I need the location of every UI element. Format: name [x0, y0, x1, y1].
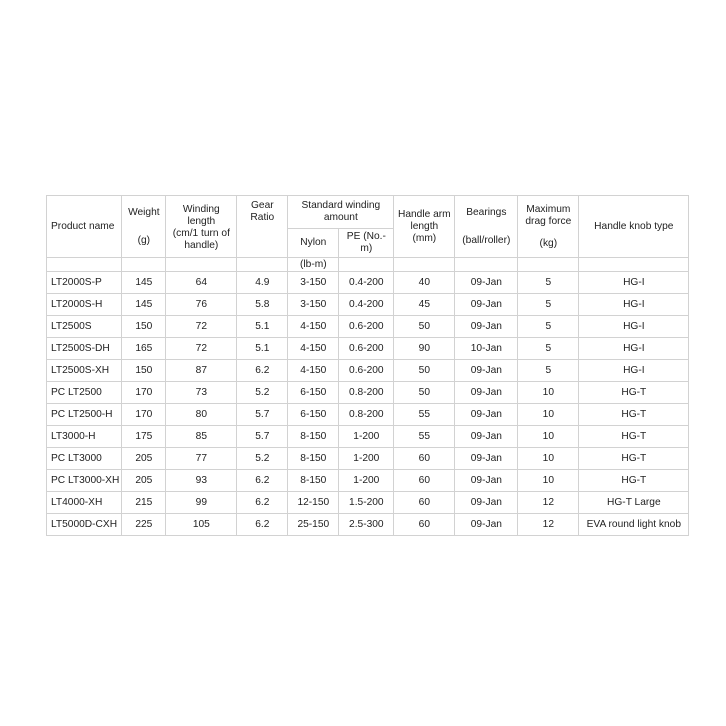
- cell-pe: 1-200: [339, 448, 394, 470]
- table-row: [47, 426, 689, 448]
- cell-gear: 6.2: [237, 514, 288, 536]
- header-pe: PE (No.-m): [339, 229, 394, 258]
- cell-name: LT5000D-CXH: [47, 514, 122, 536]
- cell-name: LT2500S-DH: [47, 338, 122, 360]
- cell-winding: 105: [166, 514, 237, 536]
- cell-name: LT4000-XH: [47, 492, 122, 514]
- cell-bearings: 09-Jan: [455, 404, 518, 426]
- cell-gear: 5.8: [237, 294, 288, 316]
- cell-bearings: 09-Jan: [455, 492, 518, 514]
- cell-name: PC LT3000: [47, 448, 122, 470]
- cell-weight: 205: [122, 470, 166, 492]
- cell-drag: 5: [518, 294, 579, 316]
- cell-arm: 45: [394, 294, 455, 316]
- cell-drag: 10: [518, 448, 579, 470]
- cell-gear: 6.2: [237, 470, 288, 492]
- header-max-drag-label: Maximum drag force: [525, 203, 572, 227]
- table-row: [47, 492, 689, 514]
- cell-winding: 64: [166, 272, 237, 294]
- cell-knob: HG-T: [579, 382, 689, 404]
- cell-gear: 5.2: [237, 448, 288, 470]
- table-row: [47, 514, 689, 536]
- cell-bearings: 09-Jan: [455, 294, 518, 316]
- cell-pe: 0.8-200: [339, 382, 394, 404]
- cell-winding: 80: [166, 404, 237, 426]
- table-row: [47, 272, 689, 294]
- cell-arm: 50: [394, 382, 455, 404]
- table-row: [47, 360, 689, 382]
- cell-gear: 4.9: [237, 272, 288, 294]
- header-bearings: [455, 196, 518, 258]
- cell-weight: 225: [122, 514, 166, 536]
- cell-weight: 145: [122, 294, 166, 316]
- header-row-1: [47, 196, 689, 229]
- cell-nylon: 3-150: [288, 294, 339, 316]
- cell-nylon: 12-150: [288, 492, 339, 514]
- cell-nylon: 25-150: [288, 514, 339, 536]
- header-knob-type: Handle knob type: [579, 196, 689, 258]
- cell-bearings: 09-Jan: [455, 316, 518, 338]
- cell-winding: 99: [166, 492, 237, 514]
- table-row: [47, 316, 689, 338]
- cell-name: LT2500S: [47, 316, 122, 338]
- header-weight-unit: (g): [137, 234, 151, 246]
- cell-knob: HG-I: [579, 272, 689, 294]
- unit-row: [47, 258, 689, 272]
- cell-pe: 0.6-200: [339, 338, 394, 360]
- header-handle-arm-unit: (mm): [412, 232, 437, 244]
- cell-gear: 5.7: [237, 404, 288, 426]
- table-row: [47, 382, 689, 404]
- cell-arm: 60: [394, 492, 455, 514]
- table-row: [47, 294, 689, 316]
- cell-arm: 90: [394, 338, 455, 360]
- cell-nylon: 8-150: [288, 426, 339, 448]
- cell-nylon: 3-150: [288, 272, 339, 294]
- cell-name: PC LT3000-XH: [47, 470, 122, 492]
- header-nylon: Nylon: [288, 229, 339, 258]
- cell-pe: 1.5-200: [339, 492, 394, 514]
- header-winding-length: [166, 196, 237, 258]
- cell-name: LT2000S-P: [47, 272, 122, 294]
- cell-gear: 5.2: [237, 382, 288, 404]
- cell-gear: 6.2: [237, 492, 288, 514]
- cell-weight: 170: [122, 404, 166, 426]
- cell-knob: HG-T: [579, 448, 689, 470]
- cell-arm: 50: [394, 316, 455, 338]
- cell-winding: 93: [166, 470, 237, 492]
- cell-winding: 85: [166, 426, 237, 448]
- spec-rows: [47, 272, 689, 536]
- cell-weight: 145: [122, 272, 166, 294]
- cell-drag: 5: [518, 316, 579, 338]
- cell-knob: HG-T: [579, 404, 689, 426]
- header-handle-arm-label: Handle arm length: [397, 208, 451, 232]
- cell-knob: HG-I: [579, 360, 689, 382]
- header-max-drag: [518, 196, 579, 258]
- cell-winding: 72: [166, 316, 237, 338]
- cell-gear: 6.2: [237, 360, 288, 382]
- cell-arm: 60: [394, 470, 455, 492]
- cell-arm: 60: [394, 514, 455, 536]
- cell-pe: 0.4-200: [339, 272, 394, 294]
- cell-nylon: 6-150: [288, 382, 339, 404]
- cell-bearings: 09-Jan: [455, 382, 518, 404]
- cell-knob: HG-T: [579, 426, 689, 448]
- cell-arm: 60: [394, 448, 455, 470]
- cell-bearings: 09-Jan: [455, 272, 518, 294]
- cell-arm: 50: [394, 360, 455, 382]
- header-product-name: Product name: [47, 196, 122, 258]
- header-gear-ratio: Gear Ratio: [237, 196, 288, 258]
- header-standard-winding: Standard winding amount: [288, 196, 394, 229]
- table-row: [47, 470, 689, 492]
- spec-table: [46, 195, 689, 536]
- table-row: [47, 338, 689, 360]
- cell-bearings: 09-Jan: [455, 426, 518, 448]
- cell-name: PC LT2500: [47, 382, 122, 404]
- cell-name: PC LT2500-H: [47, 404, 122, 426]
- cell-drag: 12: [518, 492, 579, 514]
- cell-nylon: 4-150: [288, 316, 339, 338]
- cell-pe: 1-200: [339, 470, 394, 492]
- cell-knob: HG-T Large: [579, 492, 689, 514]
- cell-bearings: 09-Jan: [455, 514, 518, 536]
- cell-winding: 77: [166, 448, 237, 470]
- cell-pe: 0.4-200: [339, 294, 394, 316]
- cell-drag: 10: [518, 404, 579, 426]
- header-winding-length-unit: (cm/1 turn of handle): [172, 227, 230, 251]
- header-winding-length-label: Winding length: [182, 203, 220, 227]
- header-weight-label: Weight: [128, 206, 160, 218]
- table-row: [47, 404, 689, 426]
- cell-nylon: 4-150: [288, 338, 339, 360]
- cell-gear: 5.1: [237, 316, 288, 338]
- cell-drag: 12: [518, 514, 579, 536]
- cell-arm: 40: [394, 272, 455, 294]
- cell-drag: 5: [518, 360, 579, 382]
- cell-weight: 150: [122, 316, 166, 338]
- cell-gear: 5.1: [237, 338, 288, 360]
- table-row: [47, 448, 689, 470]
- cell-winding: 72: [166, 338, 237, 360]
- header-nylon-unit: (lb-m): [288, 258, 339, 272]
- cell-arm: 55: [394, 426, 455, 448]
- cell-winding: 73: [166, 382, 237, 404]
- cell-weight: 165: [122, 338, 166, 360]
- cell-weight: 215: [122, 492, 166, 514]
- cell-knob: HG-I: [579, 316, 689, 338]
- cell-bearings: 09-Jan: [455, 360, 518, 382]
- cell-pe: 0.8-200: [339, 404, 394, 426]
- cell-knob: HG-I: [579, 294, 689, 316]
- cell-drag: 10: [518, 382, 579, 404]
- header-bearings-label: Bearings: [466, 206, 507, 218]
- cell-pe: 0.6-200: [339, 360, 394, 382]
- cell-weight: 175: [122, 426, 166, 448]
- header-bearings-unit: (ball/roller): [462, 234, 511, 246]
- cell-winding: 76: [166, 294, 237, 316]
- cell-drag: 5: [518, 272, 579, 294]
- cell-winding: 87: [166, 360, 237, 382]
- cell-nylon: 8-150: [288, 470, 339, 492]
- cell-gear: 5.7: [237, 426, 288, 448]
- cell-knob: HG-T: [579, 470, 689, 492]
- cell-nylon: 4-150: [288, 360, 339, 382]
- cell-nylon: 6-150: [288, 404, 339, 426]
- cell-pe: 1-200: [339, 426, 394, 448]
- cell-drag: 5: [518, 338, 579, 360]
- cell-pe: 2.5-300: [339, 514, 394, 536]
- cell-knob: HG-I: [579, 338, 689, 360]
- spec-sheet: [46, 195, 689, 536]
- cell-weight: 170: [122, 382, 166, 404]
- cell-knob: EVA round light knob: [579, 514, 689, 536]
- header-handle-arm: [394, 196, 455, 258]
- cell-pe: 0.6-200: [339, 316, 394, 338]
- cell-arm: 55: [394, 404, 455, 426]
- cell-drag: 10: [518, 426, 579, 448]
- cell-drag: 10: [518, 470, 579, 492]
- cell-bearings: 09-Jan: [455, 470, 518, 492]
- cell-name: LT3000-H: [47, 426, 122, 448]
- cell-weight: 150: [122, 360, 166, 382]
- cell-bearings: 10-Jan: [455, 338, 518, 360]
- header-weight: [122, 196, 166, 258]
- cell-weight: 205: [122, 448, 166, 470]
- cell-nylon: 8-150: [288, 448, 339, 470]
- cell-name: LT2500S-XH: [47, 360, 122, 382]
- header-max-drag-unit: (kg): [539, 237, 558, 249]
- cell-name: LT2000S-H: [47, 294, 122, 316]
- cell-bearings: 09-Jan: [455, 448, 518, 470]
